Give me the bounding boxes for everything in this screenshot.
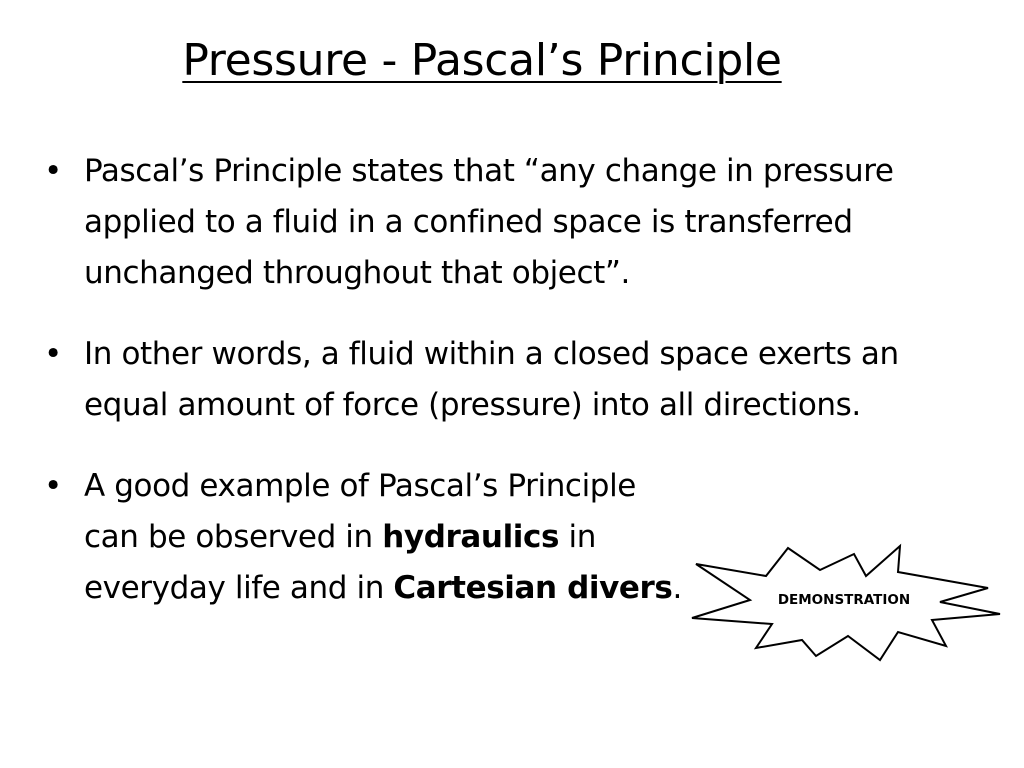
demonstration-burst[interactable] bbox=[688, 540, 1002, 662]
hydraulics-term: hydraulics bbox=[382, 519, 560, 555]
slide-title: Pressure - Pascal’s Principle bbox=[182, 35, 782, 86]
bullet-pascal-definition: • Pascal’s Principle states that “any change in pressure applied to a fluid in a confined space is transferred unchanged throughout that object”. bbox=[44, 146, 1004, 299]
bullet-example-prefix: A good example of Pascal’s Principle can be observed in bbox=[84, 468, 636, 555]
cartesian-divers-term: Cartesian divers bbox=[393, 570, 673, 606]
bullet-example-suffix: . bbox=[672, 570, 682, 606]
bullet-good-example bbox=[44, 461, 689, 614]
bullet-in-other-words: • In other words, a fluid within a closed space exerts an equal amount of force (pressure) into all directions. bbox=[44, 329, 984, 431]
demonstration-label: DEMONSTRATION bbox=[777, 592, 911, 608]
bullet-example-middle: in everyday life and in bbox=[84, 519, 596, 606]
explosion-burst-icon bbox=[688, 540, 1002, 662]
